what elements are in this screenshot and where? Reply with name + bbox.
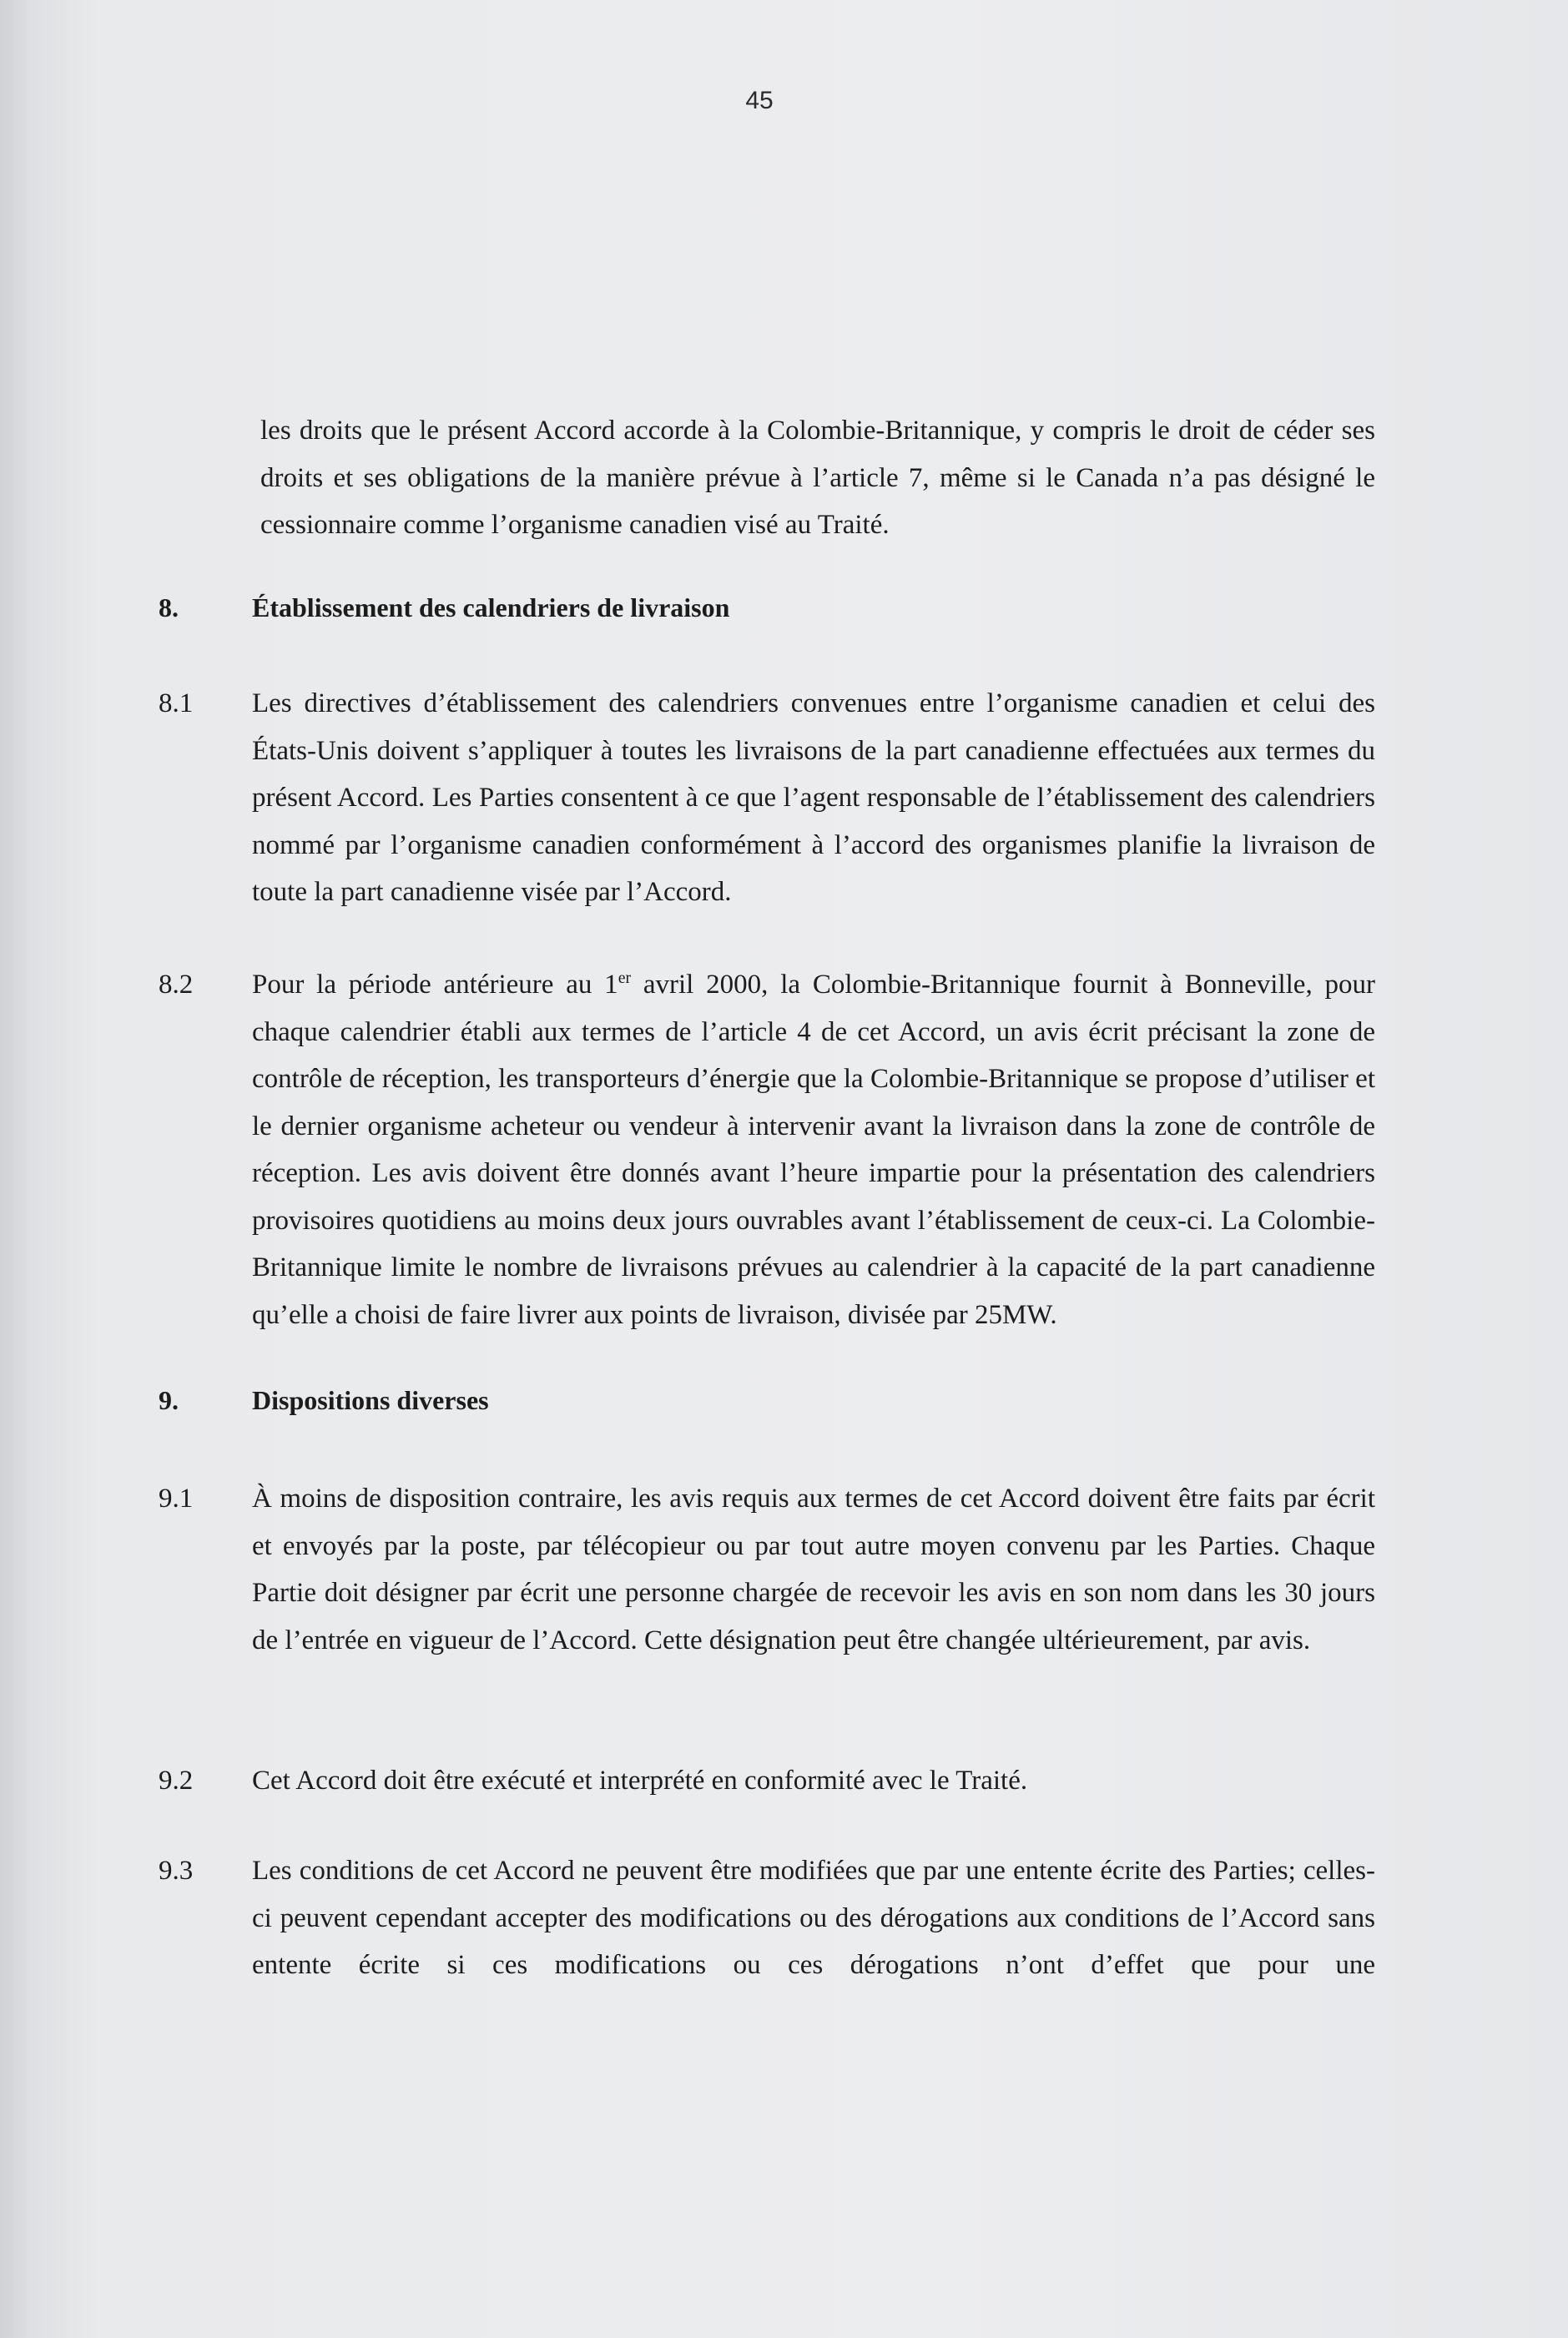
- paragraph-8-1-number: 8.1: [159, 688, 194, 718]
- page-number: 45: [745, 87, 774, 114]
- ordinal-superscript: er: [618, 969, 632, 987]
- paragraph-8-2-number: 8.2: [159, 970, 194, 1000]
- paragraph-9-3-body: [252, 1847, 1375, 1989]
- paragraph-8-2-text-rest: avril 2000, la Colombie-Britannique fournit à Bonneville, pour chaque calendrier établi aux termes de l’article 4 de cet Accord, un avis écrit précisant la zone de contrôle de réception, les transporteurs d’énergie que la Colombie-Britannique se propose d’utiliser et le dernier organisme acheteur ou vendeur à intervenir avant la livraison dans la zone de contrôle de réception. Les avis doivent être donnés avant l’heure impartie pour la présentation des calendriers provisoires quotidiens au moins deux jours ouvrables avant l’établissement de ceux-ci. La Colombie-Britannique limite le nombre de livraisons prévues au calendrier à la capacité de la part canadienne qu’elle a choisi de faire livrer aux points de livraison, divisée par 25MW.: [252, 970, 1375, 1330]
- section-8-number: 8.: [159, 592, 179, 622]
- section-9-title: Dispositions diverses: [252, 1385, 489, 1415]
- paragraph-8-1-body: [252, 680, 1375, 916]
- section-8-heading: [159, 592, 729, 623]
- continuation-paragraph: [260, 407, 1375, 549]
- paragraph-9-1-text: À moins de disposition contraire, les avis requis aux termes de cet Accord doivent être faits par écrit et envoyés par la poste, par télécopieur ou par tout autre moyen convenu par les Parties. Chaque Partie doit désigner par écrit une personne chargée de recevoir les avis en son nom dans les 30 jours de l’entrée en vigueur de l’Accord. Cette désignation peut être changée ultérieurement, par avis.: [252, 1484, 1375, 1655]
- paragraph-8-2-text-start: Pour la période antérieure au 1: [252, 970, 618, 1000]
- section-8-title: Établissement des calendriers de livraison: [252, 592, 730, 622]
- paragraph-9-2-text: Cet Accord doit être exécuté et interprété en conformité avec le Traité.: [252, 1766, 1028, 1796]
- paragraph-8-2-text: [252, 961, 1375, 1338]
- paragraph-9-1-number: 9.1: [159, 1484, 194, 1514]
- paragraph-9-3-text: Les conditions de cet Accord ne peuvent être modifiées que par une entente écrite des Parties; celles-ci peuvent cependant accepter des modifications ou des dérogations aux conditions de l’Accord sans entente écrite si ces modifications ou ces dérogations n’ont d’effet que pour une: [252, 1856, 1375, 1980]
- section-9-number: 9.: [159, 1385, 179, 1415]
- paragraph-9-3-number: 9.3: [159, 1856, 194, 1886]
- continuation-text: les droits que le présent Accord accorde à la Colombie-Britannique, y compris le droit de céder ses droits et ses obligations de la manière prévue à l’article 7, même si le Canada n’a pas désigné le cessionnaire comme l’organisme canadien visé au Traité.: [260, 416, 1375, 540]
- paragraph-8-1-text: Les directives d’établissement des calendriers convenues entre l’organisme canadien et celui des États-Unis doivent s’appliquer à toutes les livraisons de la part canadienne effectuées aux termes du présent Accord. Les Parties consentent à ce que l’agent responsable de l’établissement des calendriers nommé par l’organisme canadien conformément à l’accord des organismes planifie la livraison de toute la part canadienne visée par l’Accord.: [252, 688, 1375, 907]
- paragraph-9-1-body: [252, 1475, 1375, 1664]
- section-9-heading: [159, 1385, 489, 1416]
- paragraph-9-2-number: 9.2: [159, 1766, 194, 1796]
- paragraph-9-2-body: [252, 1757, 1375, 1805]
- paragraph-8-2-body: [252, 961, 1375, 1338]
